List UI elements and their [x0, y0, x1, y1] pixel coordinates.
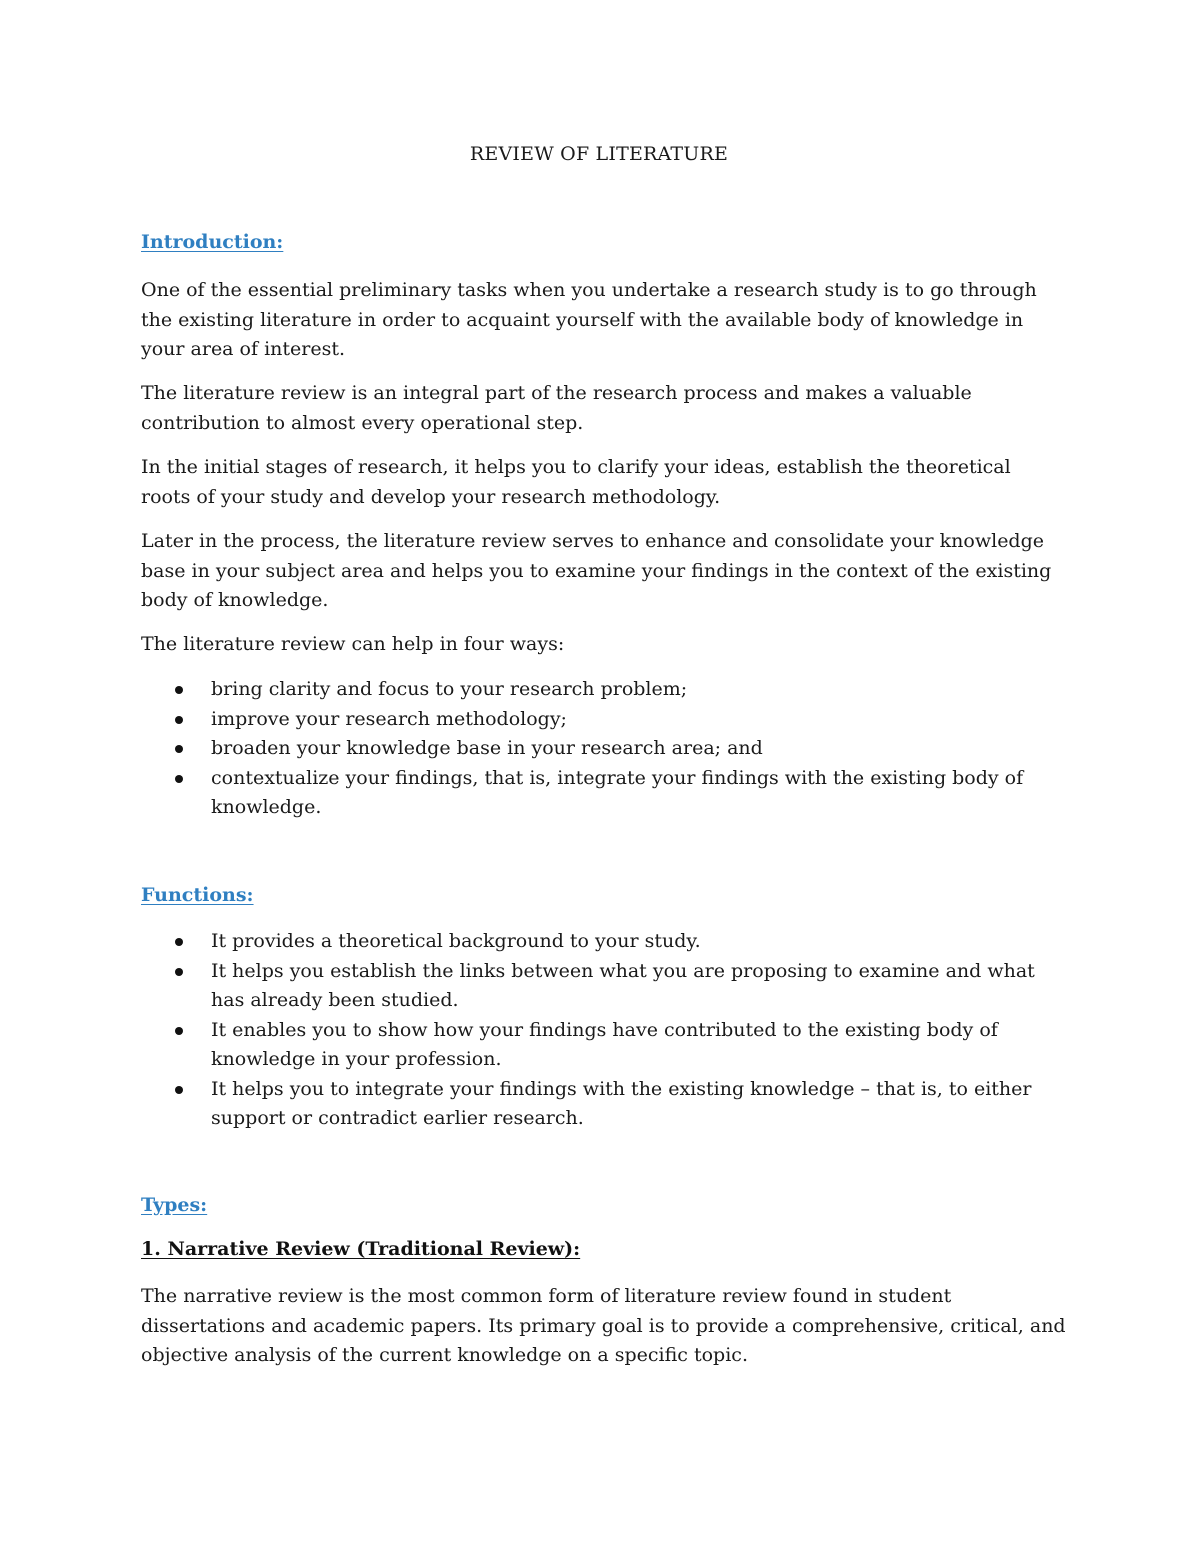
bullet-icon — [175, 968, 183, 976]
list-item-text: It enables you to show how your findings have contributed to the existing body of knowledge in your profession. — [211, 1018, 998, 1070]
intro-bullet-list — [141, 675, 1066, 823]
bullet-icon — [175, 1086, 183, 1094]
bullet-icon — [175, 938, 183, 946]
intro-paragraph-3: In the initial stages of research, it helps you to clarify your ideas, establish the theoretical roots of your study and develop your research methodology. — [141, 456, 1011, 508]
functions-bullet-list — [141, 927, 1066, 1134]
intro-paragraph-2: The literature review is an integral part of the research process and makes a valuable contribution to almost every operational step. — [141, 382, 972, 434]
narrative-review-subheading: 1. Narrative Review (Traditional Review): — [141, 1238, 581, 1260]
bullet-icon — [175, 716, 183, 724]
intro-paragraph-1: One of the essential preliminary tasks when you undertake a research study is to go through the existing literature in order to acquaint yourself with the available body of knowledge in your area of interest. — [141, 279, 1037, 360]
bullet-icon — [175, 686, 183, 694]
list-item — [141, 675, 1066, 705]
list-item — [141, 1016, 1066, 1075]
list-item — [141, 705, 1066, 735]
introduction-heading: Introduction: — [141, 231, 284, 253]
list-item — [141, 734, 1066, 764]
list-item-text: It helps you to integrate your findings with the existing knowledge – that is, to either support or contradict earlier research. — [211, 1077, 1032, 1129]
bullet-icon — [175, 1027, 183, 1035]
list-item — [141, 1075, 1066, 1134]
list-item-text: broaden your knowledge base in your research area; and — [211, 737, 763, 759]
list-item-text: It provides a theoretical background to your study. — [211, 930, 701, 952]
list-item — [141, 957, 1066, 1016]
list-item-text: It helps you establish the links between what you are proposing to examine and what has already been studied. — [211, 959, 1035, 1011]
list-item — [141, 927, 1066, 957]
functions-heading: Functions: — [141, 884, 254, 906]
intro-paragraph-4: Later in the process, the literature review serves to enhance and consolidate your knowledge base in your subject area and helps you to examine your findings in the context of the existing body of knowledge. — [141, 530, 1052, 611]
document-title: REVIEW OF LITERATURE — [469, 143, 729, 165]
list-item-text: bring clarity and focus to your research problem; — [211, 678, 688, 700]
list-item-text: improve your research methodology; — [211, 707, 567, 730]
list-item-text: contextualize your findings, that is, integrate your findings with the existing body of knowledge. — [211, 766, 1024, 818]
intro-paragraph-5: The literature review can help in four ways: — [141, 633, 565, 655]
list-item — [141, 764, 1066, 823]
types-heading: Types: — [141, 1194, 208, 1216]
bullet-icon — [175, 775, 183, 783]
narrative-review-paragraph: The narrative review is the most common form of literature review found in student dissertations and academic papers. Its primary goal is to provide a comprehensive, critical, and objective analysis of the current knowledge on a specific topic. — [141, 1285, 1066, 1366]
bullet-icon — [175, 745, 183, 753]
